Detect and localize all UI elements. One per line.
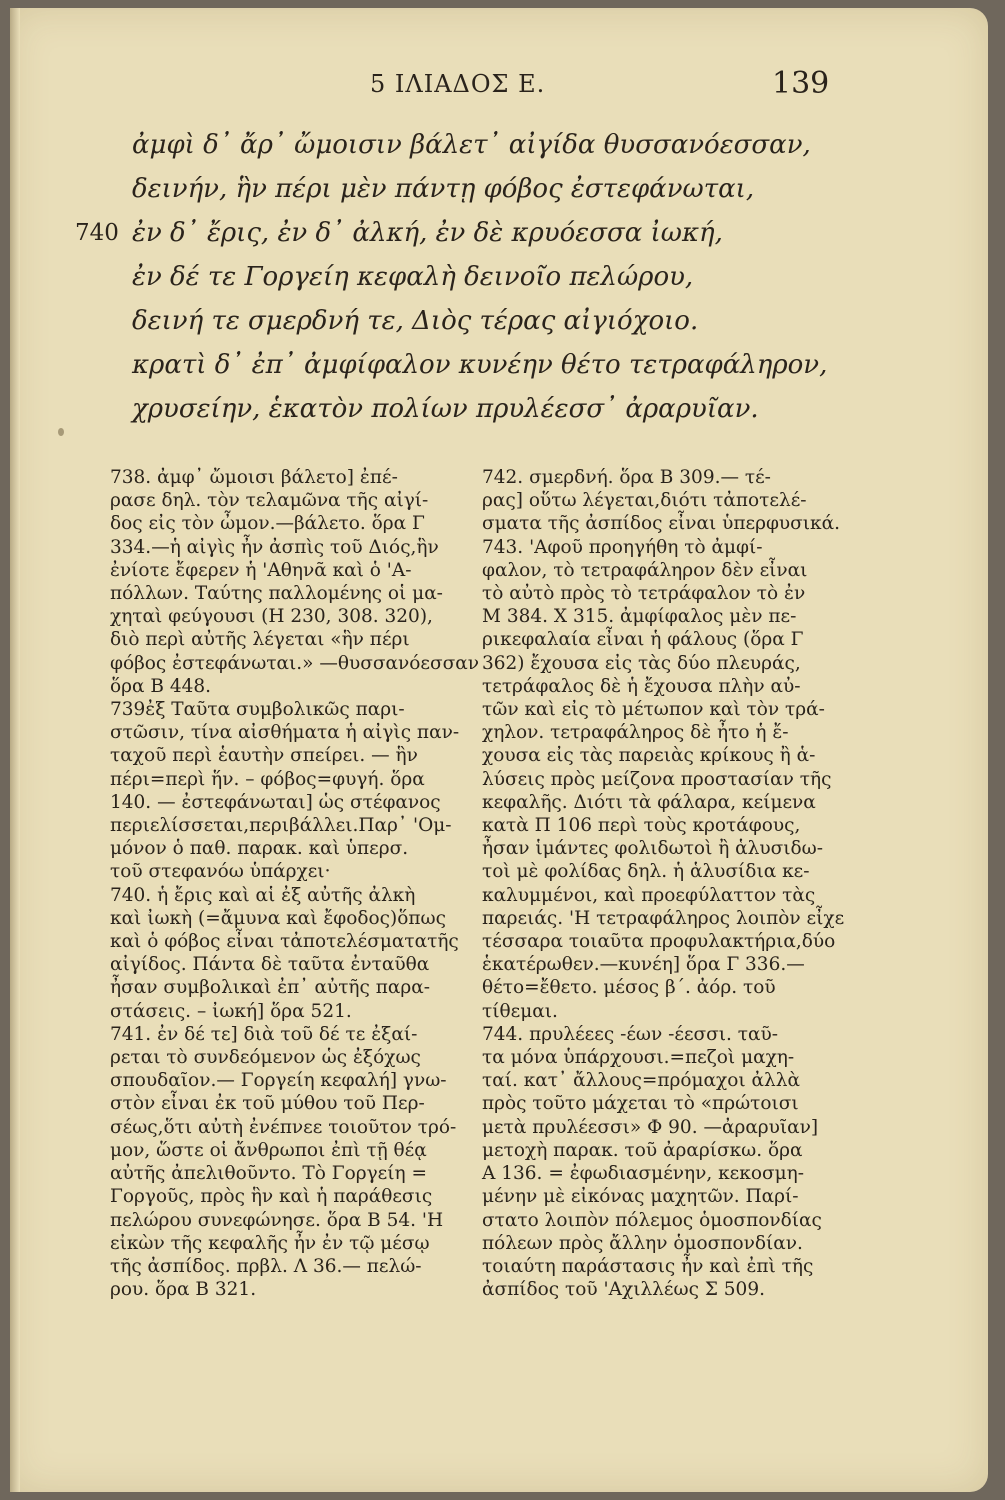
commentary-line: πρὸς τοῦτο μάχεται τὸ «πρώτοισι (482, 1093, 799, 1115)
commentary-line: 742. σμερδνή. ὅρα Β 309.— τέ- (482, 467, 771, 488)
commentary-line: καὶ ὁ φόβος εἶναι τἀποτελέσματατῆς (110, 931, 459, 953)
commentary-line: στῶσιν, τίνα αἰσθήματα ἡ αἰγὶς παν- (110, 722, 460, 744)
commentary-line: αἰγίδος. Πάντα δὲ ταῦτα ἐνταῦθα (110, 954, 430, 976)
commentary-line: τῶν καὶ εἰς τὸ μέτωπον καὶ τὸν τρά- (482, 699, 825, 721)
commentary-line: τίθεμαι. (482, 1000, 558, 1022)
commentary-line: ρασε δηλ. τὸν τελαμῶνα τῆς αἰγί- (110, 490, 429, 512)
commentary-line: ἀσπίδος τοῦ 'Αχιλλέως Σ 509. (482, 1279, 765, 1301)
verse-line (10, 214, 988, 258)
commentary-line: παρειάς. 'Η τετραφάληρος λοιπὸν εἶχε (482, 907, 845, 929)
commentary-line: μετοχὴ παρακ. τοῦ ἀραρίσκω. ὅρα (482, 1139, 803, 1161)
verse-line (10, 258, 988, 302)
verse-text: ἐν δέ τε Γοργείη κεφαλὴ δεινοῖο πελώρου, (132, 262, 694, 292)
commentary-line: σματα τῆς ἀσπίδος εἶναι ὑπερφυσικά. (482, 513, 840, 535)
commentary-line: περιελίσσεται,περιβάλλει.Παρ᾽ 'Ομ- (110, 815, 452, 837)
commentary-line: χηλον. τετραφάληρος δὲ ἦτο ἡ ἔ- (482, 722, 789, 744)
commentary-line: χουσα εἰς τὰς παρειὰς κρίκους ἢ ἁ- (482, 745, 816, 767)
commentary-line: Α 136. = ἐφωδιασμένην, κεκοσμη- (482, 1163, 804, 1185)
commentary-line: πόλεων πρὸς ἄλλην ὁμοσπονδίαν. (482, 1232, 803, 1254)
commentary-line: μένην μὲ εἰκόνας μαχητῶν. Παρί- (482, 1186, 799, 1208)
commentary-line: καὶ ἰωκὴ (=ἄμυνα καὶ ἔφοδος)ὅπως (110, 907, 446, 929)
commentary-line: 744. πρυλέεες -έων -έεσσι. ταῦ- (482, 1023, 779, 1045)
commentary-line: λύσεις πρὸς μείζονα προστασίαν τῆς (482, 768, 832, 790)
commentary-line: κατὰ Π 106 περὶ τοὺς κροτάφους, (482, 815, 801, 837)
commentary-line: ἐνίοτε ἔφερεν ἡ 'Αθηνᾶ καὶ ὁ 'Α- (110, 559, 412, 581)
commentary-line: τετράφαλος δὲ ἡ ἔχουσα πλὴν αὐ- (482, 675, 801, 697)
running-head: 5 ΙΛΙΑΔΟΣ Ε. (370, 70, 546, 98)
commentary-line: τοιαύτη παράστασις ἦν καὶ ἐπὶ τῆς (482, 1255, 814, 1277)
book-page (10, 8, 988, 1492)
commentary-line: πέρι=περὶ ἥν. – φόβος=φυγή. ὅρα (110, 768, 425, 790)
commentary-line: χηταὶ φεύγουσι (Η 230, 308. 320), (110, 606, 433, 628)
verse-text: δεινήν, ἣν πέρι μὲν πάντῃ φόβος ἐστεφάνωται, (132, 174, 755, 204)
page-header (10, 66, 988, 106)
commentary-line: τοῦ στεφανόω ὑπάρχει· (110, 861, 331, 883)
commentary-line: 740. ἡ ἔρις καὶ αἱ ἐξ αὐτῆς ἀλκὴ (110, 884, 416, 906)
verse-text: χρυσείην, ἑκατὸν πολίων πρυλέεσσ᾽ ἀραρυῖαν. (132, 394, 759, 424)
commentary-line: 743. 'Αφοῦ προηγήθη τὸ ἀμφί- (482, 536, 763, 558)
verse-line (10, 126, 988, 170)
commentary-line: πελώρου συνεφώνησε. ὅρα Β 54. 'Η (110, 1209, 444, 1231)
commentary-line: ρου. ὅρα Β 321. (110, 1279, 257, 1301)
commentary-line: 738. ἀμφ᾽ ὤμοισι βάλετο] ἐπέ- (110, 467, 398, 488)
commentary-line: τῆς ἀσπίδος. πρβλ. Λ 36.— πελώ- (110, 1255, 422, 1277)
commentary-line: ρεται τὸ συνδεόμενον ὡς ἐξόχως (110, 1047, 421, 1069)
commentary-line: Γοργοῦς, πρὸς ἣν καὶ ἡ παράθεσις (110, 1186, 433, 1208)
commentary-line: μον, ὥστε οἱ ἄνθρωποι ἐπὶ τῇ θέᾳ (110, 1139, 427, 1161)
commentary-line: 140. — ἐστεφάνωται] ὡς στέφανος (110, 791, 441, 813)
verse-line (10, 390, 988, 434)
verse-line (10, 346, 988, 390)
commentary-line: φόβος ἐστεφάνωται.» —θυσσανόεσσαν (110, 652, 479, 674)
verse-block (10, 126, 988, 434)
commentary-line: μετὰ πρυλέεσσι» Φ 90. —ἀραρυῖαν] (482, 1116, 819, 1138)
commentary-line: μόνον ὁ παθ. παρακ. καὶ ὑπερσ. (110, 838, 409, 860)
commentary-line: αὐτῆς ἀπελιθοῦντο. Τὸ Γοργείη = (110, 1163, 427, 1185)
commentary-line: ὅρα Β 448. (110, 675, 212, 697)
commentary-line: εἰκὼν τῆς κεφαλῆς ἦν ἐν τῷ μέσῳ (110, 1232, 430, 1254)
commentary-line: τα μόνα ὑπάρχουσι.=πεζοὶ μαχη- (482, 1047, 795, 1069)
commentary-line: σέως,ὅτι αὐτὴ ἐνέπνεε τοιοῦτον τρό- (110, 1116, 457, 1138)
commentary-line: 741. ἐν δέ τε] διὰ τοῦ δέ τε ἐξαί- (110, 1023, 418, 1045)
commentary-line: ταί. κατ᾽ ἄλλους=πρόμαχοι ἀλλὰ (482, 1070, 800, 1092)
verse-text: ἐν δ᾽ ἔρις, ἐν δ᾽ ἀλκή, ἐν δὲ κρυόεσσα ἰωκή, (132, 218, 723, 248)
commentary-line: κεφαλῆς. Διότι τὰ φάλαρα, κείμενα (482, 791, 816, 813)
commentary-line: ταχοῦ περὶ ἑαυτὴν σπείρει. — ἣν (110, 745, 418, 767)
commentary-line: ἦσαν συμβολικαὶ ἐπ᾽ αὐτῆς παρα- (110, 977, 431, 999)
verse-line (10, 170, 988, 214)
commentary-line: 362) ἔχουσα εἰς τὰς δύο πλευράς, (482, 652, 801, 674)
commentary-right-column (482, 466, 845, 1301)
commentary-line: στὸν εἶναι ἐκ τοῦ μύθου τοῦ Περ- (110, 1093, 425, 1115)
commentary-line: 739ἐξ Ταῦτα συμβολικῶς παρι- (110, 699, 405, 721)
commentary-line: καλυμμένοι, καὶ προεφύλαττον τὰς (482, 884, 816, 906)
page-number: 139 (772, 66, 830, 101)
commentary-line: τὸ αὐτὸ πρὸς τὸ τετράφαλον τὸ ἐν (482, 583, 806, 605)
commentary-line: Μ 384. Χ 315. ἀμφίφαλος μὲν πε- (482, 606, 797, 628)
commentary-line: σπουδαῖον.— Γοργείη κεφαλή] γνω- (110, 1070, 447, 1092)
commentary-line: τέσσαρα τοιαῦτα προφυλακτήρια,δύο (482, 931, 836, 953)
commentary-line: θέτο=ἔθετο. μέσος β΄. ἀόρ. τοῦ (482, 977, 776, 999)
verse-text: δεινή τε σμερδνή τε, Διὸς τέρας αἰγιόχοιο. (132, 306, 699, 336)
verse-text: κρατὶ δ᾽ ἐπ᾽ ἀμφίφαλον κυνέην θέτο τετραφάληρον, (132, 350, 828, 380)
commentary-line: ἑκατέρωθεν.—κυνέη] ὅρα Γ 336.— (482, 954, 805, 976)
commentary-line: ρας] οὕτω λέγεται,διότι τἀποτελέ- (482, 490, 807, 512)
commentary-line: τοὶ μὲ φολίδας δηλ. ἡ ἁλυσίδια κε- (482, 861, 810, 883)
commentary-line: διὸ περὶ αὐτῆς λέγεται «ἣν πέρι (110, 629, 410, 651)
verse-line (10, 302, 988, 346)
commentary-line: 334.—ἡ αἰγὶς ἦν ἀσπὶς τοῦ Διός,ἣν (110, 536, 439, 558)
commentary-left-column (110, 466, 479, 1301)
commentary-line: ρικεφαλαία εἶναι ἡ φάλους (ὅρα Γ (482, 629, 804, 651)
commentary-line: δος εἰς τὸν ὦμον.—βάλετο. ὅρα Γ (110, 513, 425, 535)
commentary-line: φαλον, τὸ τετραφάληρον δὲν εἶναι (482, 559, 808, 581)
verse-text: ἀμφὶ δ᾽ ἄρ᾽ ὤμοισιν βάλετ᾽ αἰγίδα θυσσανόεσσαν, (132, 130, 811, 160)
commentary-line: ἦσαν ἱμάντες φολιδωτοὶ ἢ ἁλυσιδω- (482, 838, 823, 860)
commentary-line: στάσεις. – ἰωκή] ὅρα 521. (110, 1000, 352, 1022)
line-number: 740 (75, 220, 119, 246)
commentary-line: πόλλων. Ταύτης παλλομένης οἱ μα- (110, 583, 443, 605)
commentary-line: στατο λοιπὸν πόλεμος ὁμοσπονδίας (482, 1209, 822, 1231)
